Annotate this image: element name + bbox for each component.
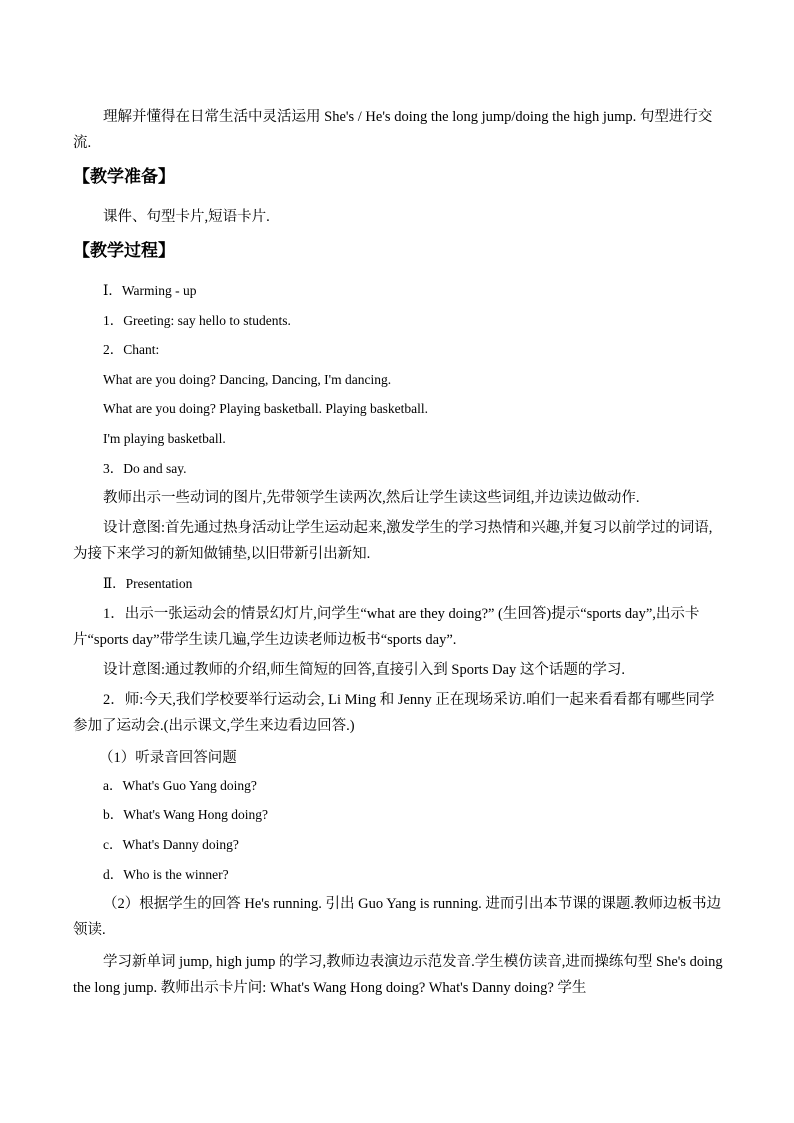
document-body	[73, 104, 723, 1001]
section-heading-process: 【教学过程】	[73, 241, 175, 261]
presentation-step-2-paragraph: 2．师:今天,我们学校要举行运动会, Li Ming 和 Jenny 正在现场采访.咱们一起来看看都有哪些同学参加了运动会.(出示课文,学生来边看边回答.)	[73, 691, 715, 734]
listening-task-heading: （1）听录音回答问题	[99, 749, 237, 766]
objective-paragraph: 理解并懂得在日常生活中灵活运用 She's / He's doing the long jump/doing the high jump. 句型进行交流.	[73, 109, 713, 151]
chant-line-3: I'm playing basketball.	[103, 430, 226, 446]
stage-warming-up: Ⅰ．Warming - up	[103, 283, 197, 298]
step-chant: 2．Chant:	[103, 342, 160, 358]
stage-presentation: Ⅱ．Presentation	[103, 576, 193, 592]
question-b: b．What's Wang Hong doing?	[103, 807, 268, 823]
chant-line-1: What are you doing? Dancing, Dancing, I'm dancing.	[103, 371, 392, 387]
new-words-paragraph: 学习新单词 jump, high jump 的学习,教师边表演边示范发音.学生模仿读音,进而操练句型 She's doing the long jump. 教师出示卡片问: What's Wang Hong doing? What's Danny doing? 学生	[73, 954, 723, 997]
design-intent-presentation-paragraph: 设计意图:通过教师的介绍,师生简短的回答,直接引入到 Sports Day 这个话题的学习.	[103, 661, 625, 678]
step-greeting: 1．Greeting: say hello to students.	[103, 312, 291, 328]
presentation-step-1-paragraph: 1．出示一张运动会的情景幻灯片,问学生“what are they doing?” (生回答)提示“sports day”,出示卡片“sports day”带学生读几遍,学生边读老师边板书“sports day”.	[73, 605, 700, 648]
question-d: d．Who is the winner?	[103, 866, 229, 882]
design-intent-warmup-paragraph: 设计意图:首先通过热身活动让学生运动起来,激发学生的学习热情和兴趣,并复习以前学过的词语,为接下来学习的新知做铺垫,以旧带新引出新知.	[73, 520, 713, 563]
step-do-and-say: 3．Do and say.	[103, 460, 187, 476]
question-c: c．What's Danny doing?	[103, 836, 239, 852]
teacher-shows-verbs-paragraph: 教师出示一些动词的图片,先带领学生读两次,然后让学生读这些词组,并边读边做动作.	[103, 490, 640, 507]
preparation-paragraph: 课件、句型卡片,短语卡片.	[103, 209, 270, 225]
answer-guidance-paragraph: （2）根据学生的回答 He's running. 引出 Guo Yang is running. 进而引出本节课的课题.教师边板书边领读.	[73, 896, 722, 939]
section-heading-preparation: 【教学准备】	[73, 167, 175, 187]
chant-line-2: What are you doing? Playing basketball. Playing basketball.	[103, 401, 429, 417]
question-a: a．What's Guo Yang doing?	[103, 777, 257, 793]
